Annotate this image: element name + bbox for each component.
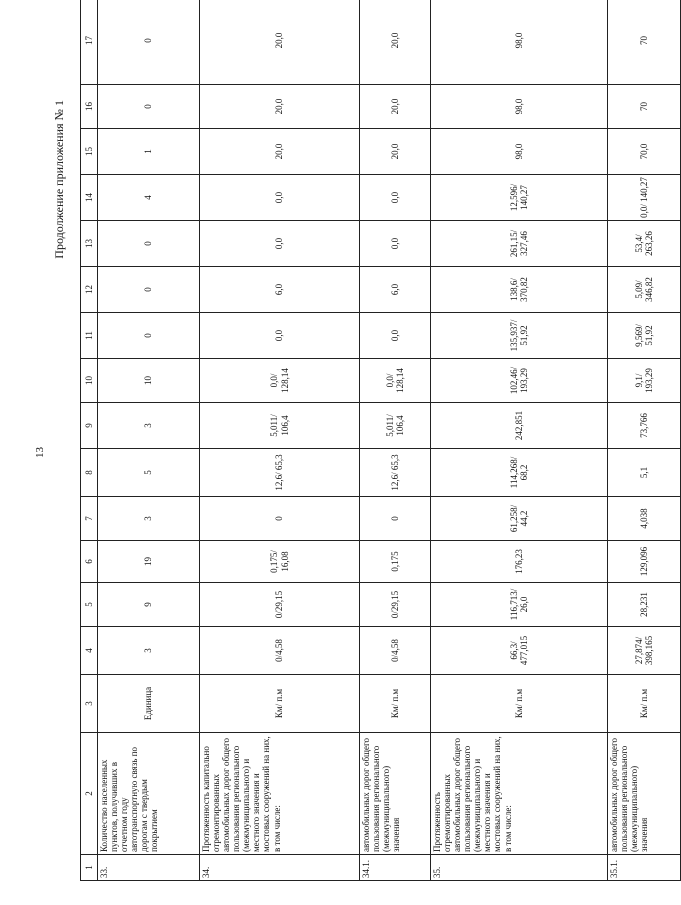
- unit-cell: Км/ п.м: [608, 675, 681, 733]
- value-cell: 102,46/ 193,29: [431, 359, 608, 403]
- value-cell: 20,0: [200, 129, 360, 175]
- column-number: 16: [81, 85, 98, 129]
- value-cell: 6,0: [200, 267, 360, 313]
- value-cell: 0/4,58: [200, 627, 360, 675]
- value-cell: 116,713/ 26,0: [431, 583, 608, 627]
- value-cell: 0,175/ 16,08: [200, 541, 360, 583]
- indicator-name: автомобильных дорог общего пользования регионального (межмуниципального) значения: [608, 733, 681, 855]
- indicator-name: автомобильных дорог общего пользования регионального (межмуниципального) значения: [360, 733, 431, 855]
- value-cell: 5,011/ 106,4: [200, 403, 360, 449]
- value-cell: 0/29,15: [360, 583, 431, 627]
- value-cell: 0: [360, 497, 431, 541]
- value-cell: 0,0/ 140,27: [608, 175, 681, 221]
- column-number: 2: [81, 733, 98, 855]
- continuation-note: Продолжение приложения № 1: [52, 100, 66, 259]
- value-cell: 0: [98, 85, 200, 129]
- value-cell: 3: [98, 497, 200, 541]
- value-cell: 61,258/ 44,2: [431, 497, 608, 541]
- value-cell: 20,0: [360, 0, 431, 85]
- column-number: 13: [81, 221, 98, 267]
- table-row: [98, 0, 200, 881]
- value-cell: 98,0: [431, 0, 608, 85]
- value-cell: 3: [98, 403, 200, 449]
- column-number: 10: [81, 359, 98, 403]
- value-cell: 0,0: [200, 221, 360, 267]
- value-cell: 0: [98, 267, 200, 313]
- row-number: 35.1.: [608, 855, 681, 881]
- value-cell: 5,1: [608, 449, 681, 497]
- value-cell: 12,596/ 140,27: [431, 175, 608, 221]
- value-cell: 66,3/ 477,015: [431, 627, 608, 675]
- value-cell: 9,1/ 193,29: [608, 359, 681, 403]
- table-row: [608, 0, 681, 881]
- indicator-name: Протяженность капитально отремонтированных автомобильных дорог общего пользования регионального (межмуниципального) и местного значения и мостовых сооружений на них, в том числе:: [200, 733, 360, 855]
- unit-cell: Км/ п.м: [431, 675, 608, 733]
- value-cell: 0: [98, 221, 200, 267]
- value-cell: 98,0: [431, 129, 608, 175]
- table-row: [431, 0, 608, 881]
- value-cell: 261,15/ 327,46: [431, 221, 608, 267]
- value-cell: 4: [98, 175, 200, 221]
- column-number: 4: [81, 627, 98, 675]
- value-cell: 176,23: [431, 541, 608, 583]
- unit-cell: Км/ п.м: [200, 675, 360, 733]
- value-cell: 1: [98, 129, 200, 175]
- value-cell: 0,0: [360, 313, 431, 359]
- column-number: 12: [81, 267, 98, 313]
- column-number: 7: [81, 497, 98, 541]
- value-cell: 138,6/ 370,82: [431, 267, 608, 313]
- value-cell: 0: [98, 0, 200, 85]
- table-row: [360, 0, 431, 881]
- value-cell: 0/4,58: [360, 627, 431, 675]
- value-cell: 5,011/ 106,4: [360, 403, 431, 449]
- value-cell: 0,0/ 128,14: [200, 359, 360, 403]
- value-cell: 20,0: [360, 85, 431, 129]
- value-cell: 4,038: [608, 497, 681, 541]
- value-cell: 70: [608, 85, 681, 129]
- data-table: [80, 0, 681, 881]
- value-cell: 70,0: [608, 129, 681, 175]
- value-cell: 19: [98, 541, 200, 583]
- column-number: 15: [81, 129, 98, 175]
- value-cell: 9,569/ 51,92: [608, 313, 681, 359]
- column-number: 6: [81, 541, 98, 583]
- value-cell: 0: [98, 313, 200, 359]
- value-cell: 0/29,15: [200, 583, 360, 627]
- value-cell: 20,0: [360, 129, 431, 175]
- value-cell: 0,0: [200, 175, 360, 221]
- column-number: 11: [81, 313, 98, 359]
- value-cell: 0,0/ 128,14: [360, 359, 431, 403]
- value-cell: 0,0: [360, 221, 431, 267]
- value-cell: 135,937/ 51,92: [431, 313, 608, 359]
- value-cell: 0,175: [360, 541, 431, 583]
- value-cell: 0: [200, 497, 360, 541]
- unit-cell: Единица: [98, 675, 200, 733]
- row-number: 33.: [98, 855, 200, 881]
- table-row: [200, 0, 360, 881]
- value-cell: 129,096: [608, 541, 681, 583]
- column-number: 14: [81, 175, 98, 221]
- value-cell: 12,6/ 65,3: [360, 449, 431, 497]
- value-cell: 98,0: [431, 85, 608, 129]
- value-cell: 73,766: [608, 403, 681, 449]
- column-number: 17: [81, 0, 98, 85]
- column-number: 3: [81, 675, 98, 733]
- indicator-name: Протяженность отремонтированных автомобильных дорог общего пользования регионального (межмуниципального) и местного значения и мостовых сооружений на них, в том числе:: [431, 733, 608, 855]
- column-number: 5: [81, 583, 98, 627]
- value-cell: 20,0: [200, 0, 360, 85]
- value-cell: 53,4/ 263,26: [608, 221, 681, 267]
- value-cell: 6,0: [360, 267, 431, 313]
- page-number: 13: [34, 447, 46, 458]
- value-cell: 9: [98, 583, 200, 627]
- value-cell: 10: [98, 359, 200, 403]
- value-cell: 0,0: [200, 313, 360, 359]
- value-cell: 70: [608, 0, 681, 85]
- column-number: 9: [81, 403, 98, 449]
- value-cell: 12,6/ 65,3: [200, 449, 360, 497]
- row-number: 34.: [200, 855, 360, 881]
- value-cell: 0,0: [360, 175, 431, 221]
- value-cell: 242,851: [431, 403, 608, 449]
- row-number: 34.1.: [360, 855, 431, 881]
- column-number: 1: [81, 855, 98, 881]
- value-cell: 5,09/ 346,82: [608, 267, 681, 313]
- value-cell: 27,874/ 398,165: [608, 627, 681, 675]
- value-cell: 20,0: [200, 85, 360, 129]
- column-number-row: [81, 0, 98, 881]
- column-number: 8: [81, 449, 98, 497]
- unit-cell: Км/ п.м: [360, 675, 431, 733]
- value-cell: 3: [98, 627, 200, 675]
- value-cell: 114,268/ 68,2: [431, 449, 608, 497]
- indicator-name: Количество населенных пунктов, получивших в отчетном году автотранспортную связь по дорогам с твердым покрытием: [98, 733, 200, 855]
- value-cell: 28,231: [608, 583, 681, 627]
- row-number: 35.: [431, 855, 608, 881]
- value-cell: 5: [98, 449, 200, 497]
